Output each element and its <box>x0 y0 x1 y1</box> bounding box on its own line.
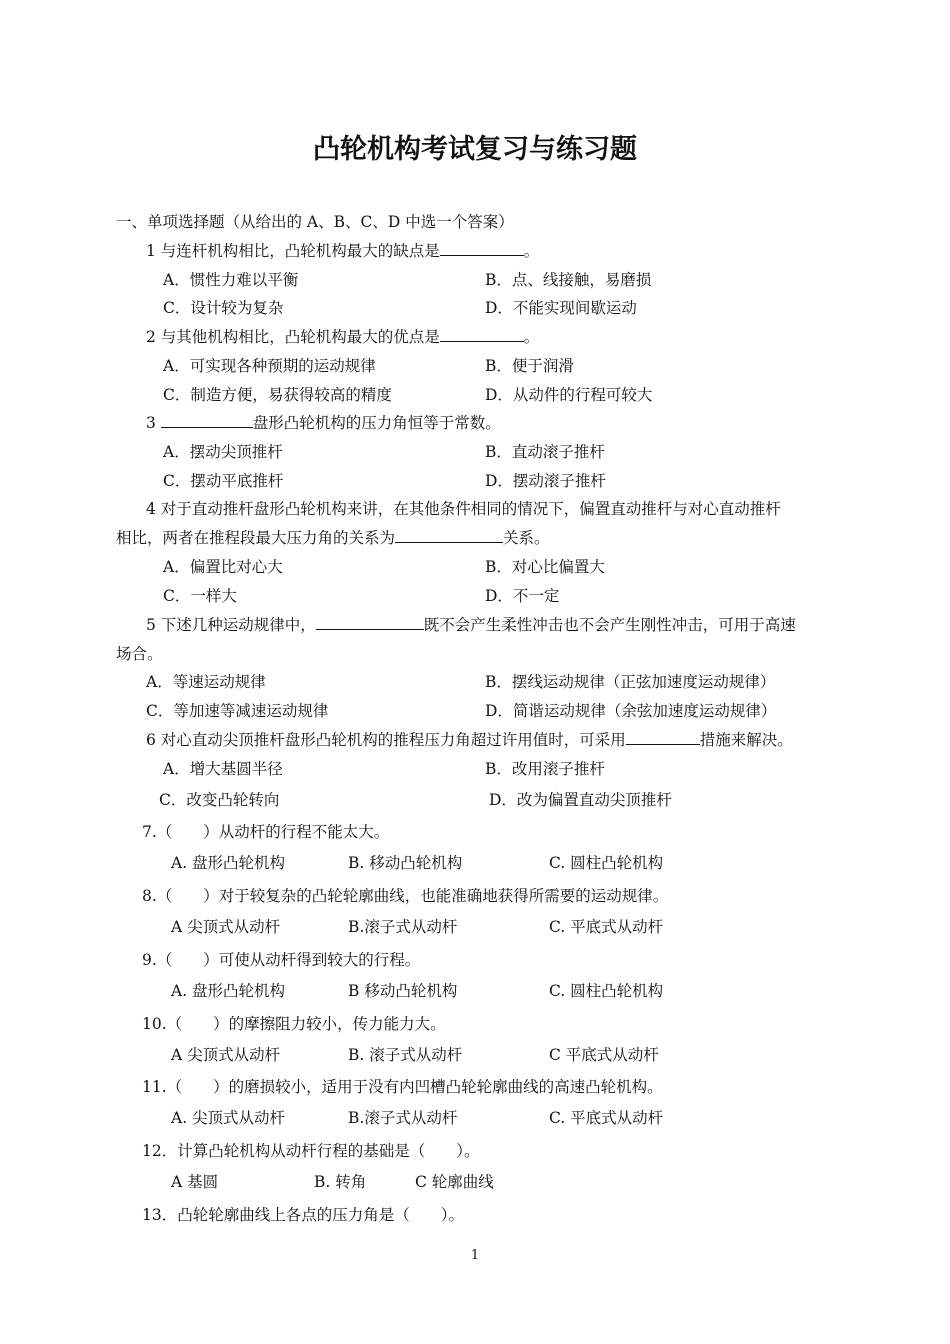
option-d: D．不一定 <box>485 587 560 605</box>
option-a: A 尖顶式从动杆 <box>171 918 281 936</box>
answer-blank <box>626 730 700 745</box>
option-a: A 尖顶式从动杆 <box>171 1046 281 1064</box>
option-c: C. 圆柱凸轮机构 <box>549 982 664 1000</box>
option-b: B.滚子式从动杆 <box>348 1109 458 1127</box>
question-6 <box>146 730 793 750</box>
question-3 <box>146 413 501 433</box>
option-b: B．对心比偏置大 <box>485 558 605 576</box>
question-6-text: 6 对心直动尖顶推杆盘形凸轮机构的推程压力角超过许用值时，可采用 <box>146 731 626 749</box>
answer-blank <box>316 615 424 630</box>
option-b: B．点、线接触，易磨损 <box>485 271 652 289</box>
question-12: 12．计算凸轮机构从动杆行程的基础是（ ）。 <box>142 1142 480 1160</box>
question-6-end: 措施来解决。 <box>699 731 793 749</box>
question-2-text: 2 与其他机构相比，凸轮机构最大的优点是 <box>146 328 440 346</box>
option-c: C 平底式从动杆 <box>549 1046 659 1064</box>
page-number: 1 <box>470 1248 480 1263</box>
option-c: C. 平底式从动杆 <box>549 1109 664 1127</box>
option-c: C．摆动平底推杆 <box>163 472 284 490</box>
question-5-line-1 <box>146 615 796 635</box>
question-1 <box>146 241 539 261</box>
option-b: B．改用滚子推杆 <box>485 760 605 778</box>
question-9: 9.（ ）可使从动杆得到较大的行程。 <box>142 951 421 969</box>
option-d: D．从动件的行程可较大 <box>485 386 653 404</box>
option-c: C．一样大 <box>163 587 237 605</box>
question-5-text-end: 既不会产生柔性冲击也不会产生刚性冲击，可用于高速 <box>423 616 796 634</box>
option-b: B．便于润滑 <box>485 357 574 375</box>
question-4-line-1: 4 对于直动推杆盘形凸轮机构来讲，在其他条件相同的情况下，偏置直动推杆与对心直动推杆 <box>146 500 781 518</box>
question-5-line-2: 场合。 <box>116 645 163 663</box>
answer-blank <box>395 528 503 543</box>
question-4-end: 关系。 <box>503 529 550 547</box>
option-a: A．等速运动规律 <box>146 673 266 691</box>
page-title: 凸轮机构考试复习与练习题 <box>313 134 637 165</box>
option-c: C. 平底式从动杆 <box>549 918 664 936</box>
option-b: B．直动滚子推杆 <box>485 443 605 461</box>
option-a: A．增大基圆半径 <box>163 760 283 778</box>
question-10: 10.（ ）的摩擦阻力较小，传力能力大。 <box>142 1015 446 1033</box>
question-11: 11.（ ）的磨损较小，适用于没有内凹槽凸轮轮廓曲线的高速凸轮机构。 <box>142 1078 663 1096</box>
option-a: A．摆动尖顶推杆 <box>163 443 283 461</box>
question-13: 13．凸轮轮廓曲线上各点的压力角是（ ）。 <box>142 1206 464 1224</box>
option-b: B 移动凸轮机构 <box>348 982 458 1000</box>
option-a: A．可实现各种预期的运动规律 <box>163 357 376 375</box>
option-c: C．制造方便，易获得较高的精度 <box>163 386 392 404</box>
option-a: A．偏置比对心大 <box>163 558 283 576</box>
option-c: C．设计较为复杂 <box>163 299 284 317</box>
question-2-end: 。 <box>523 328 540 346</box>
option-a: A. 盘形凸轮机构 <box>171 982 286 1000</box>
option-d: D．简谐运动规律（余弦加速度运动规律） <box>485 702 777 720</box>
question-8: 8.（ ）对于较复杂的凸轮轮廓曲线，也能准确地获得所需要的运动规律。 <box>142 887 669 905</box>
option-a: A 基圆 <box>171 1173 219 1191</box>
option-a: A. 盘形凸轮机构 <box>171 854 286 872</box>
option-b: B．摆线运动规律（正弦加速度运动规律） <box>485 673 776 691</box>
option-a: A. 尖顶式从动杆 <box>171 1109 286 1127</box>
option-c: C 轮廓曲线 <box>415 1173 494 1191</box>
option-d: D．改为偏置直动尖顶推杆 <box>489 791 672 809</box>
question-1-text: 1 与连杆机构相比，凸轮机构最大的缺点是 <box>146 242 440 260</box>
question-3-number: 3 <box>146 414 161 432</box>
option-d: D．摆动滚子推杆 <box>485 472 606 490</box>
question-2 <box>146 327 539 347</box>
question-1-end: 。 <box>523 242 540 260</box>
question-3-text: 盘形凸轮机构的压力角恒等于常数。 <box>252 414 501 432</box>
option-c: C．改变凸轮转向 <box>159 791 280 809</box>
option-c: C. 圆柱凸轮机构 <box>549 854 664 872</box>
option-b: B. 移动凸轮机构 <box>348 854 463 872</box>
question-4-text: 相比，两者在推程段最大压力角的关系为 <box>116 529 396 547</box>
option-c: C．等加速等减速运动规律 <box>146 702 329 720</box>
answer-blank <box>440 327 524 342</box>
section-heading: 一、单项选择题（从给出的 A、B、C、D 中选一个答案） <box>116 213 514 231</box>
option-a: A．惯性力难以平衡 <box>163 271 299 289</box>
option-d: D．不能实现间歇运动 <box>485 299 637 317</box>
option-b: B. 滚子式从动杆 <box>348 1046 463 1064</box>
question-4-line-2 <box>116 528 550 548</box>
option-b: B.滚子式从动杆 <box>348 918 458 936</box>
answer-blank <box>161 413 253 428</box>
option-b: B. 转角 <box>314 1173 367 1191</box>
question-7: 7.（ ）从动杆的行程不能太大。 <box>142 823 390 841</box>
answer-blank <box>440 241 524 256</box>
question-5-text: 5 下述几种运动规律中， <box>146 616 316 634</box>
